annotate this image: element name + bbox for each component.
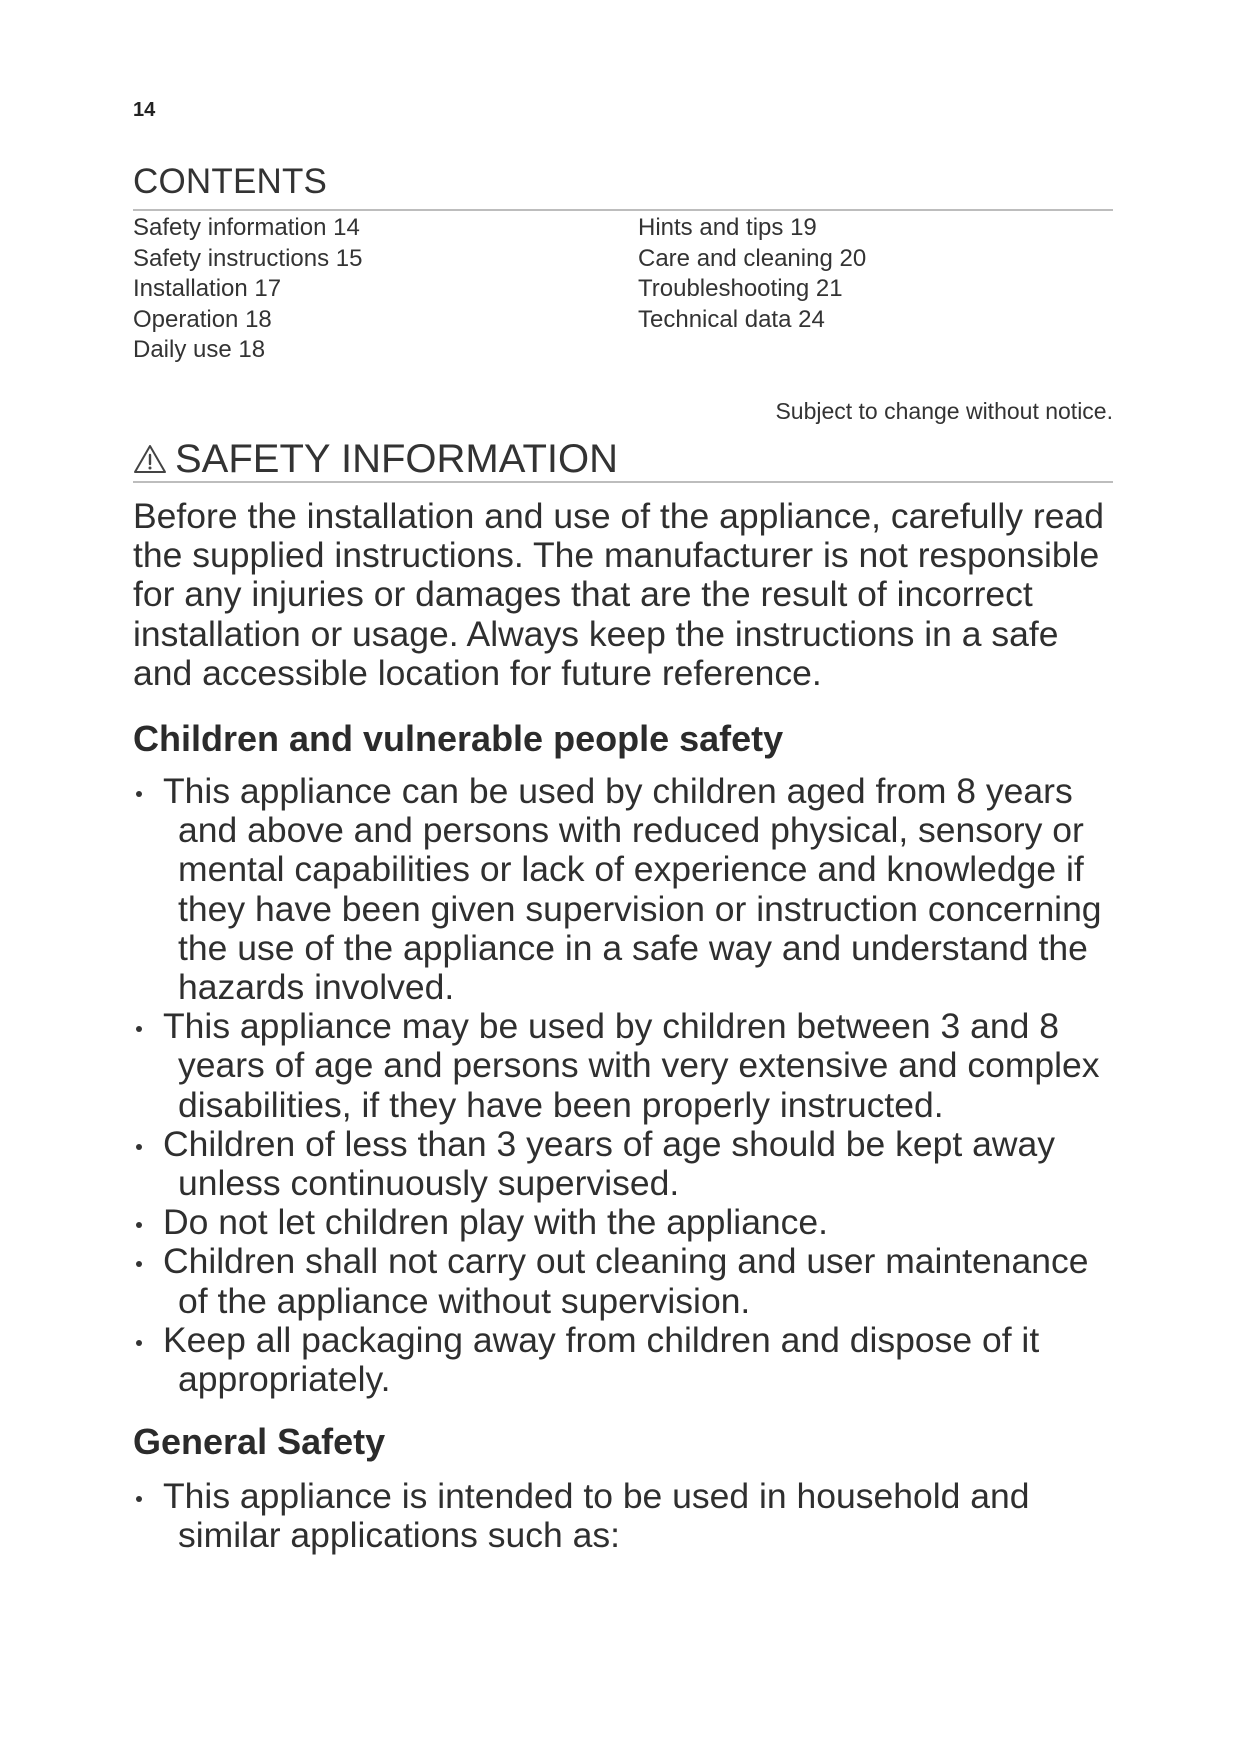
- contents-item: Installation 17: [133, 275, 282, 302]
- list-item: [133, 1007, 1123, 1125]
- contents-item: Safety information 14: [133, 214, 360, 241]
- contents-item: Operation 18: [133, 305, 272, 333]
- safety-information-heading: [133, 436, 618, 482]
- list-item-text: This appliance may be used by children between 3 and 8 years of age and persons with very extensive and complex disabilities, if they have been properly instructed.: [163, 1006, 1100, 1125]
- list-item: [133, 1321, 1123, 1399]
- warning-triangle-icon: [133, 444, 167, 474]
- list-item: [133, 1242, 1123, 1320]
- list-item-text: Children of less than 3 years of age should be kept away unless continuously supervised.: [163, 1123, 1055, 1204]
- list-item-text: This appliance can be used by children aged from 8 years and above and persons with reduced physical, sensory or mental capabilities or lack of experience and knowledge if they have been given supervision or instruction concerning the use of the appliance in a safe way and understand the hazards involved.: [163, 771, 1102, 1008]
- safety-intro-paragraph: Before the installation and use of the appliance, carefully read the supplied instructions. The manufacturer is not responsible for any injuries or damages that are the result of incorrect installation or usage. Always keep the instructions in a safe and accessible location for future reference.: [133, 496, 1104, 693]
- children-safety-list: [133, 772, 1123, 1399]
- list-item: [133, 1125, 1123, 1203]
- change-notice: Subject to change without notice.: [775, 398, 1113, 424]
- list-item: [133, 772, 1123, 1007]
- general-safety-list: [133, 1477, 1123, 1555]
- children-safety-heading: Children and vulnerable people safety: [133, 718, 784, 759]
- contents-list-right: [638, 213, 866, 335]
- list-item-text: Children shall not carry out cleaning and user maintenance of the appliance without supervision.: [163, 1241, 1089, 1321]
- safety-divider: [133, 481, 1113, 483]
- contents-item: Care and cleaning 20: [638, 244, 867, 272]
- contents-divider: [133, 209, 1113, 211]
- page-number: 14: [133, 99, 156, 121]
- contents-title: CONTENTS: [133, 162, 328, 201]
- contents-item: Troubleshooting 21: [638, 275, 843, 302]
- safety-information-title: SAFETY INFORMATION: [175, 437, 618, 481]
- contents-list-left: [133, 213, 362, 366]
- list-item-text: Keep all packaging away from children and dispose of it appropriately.: [163, 1319, 1040, 1400]
- contents-item: Daily use 18: [133, 336, 266, 363]
- contents-item: Hints and tips 19: [638, 214, 817, 241]
- list-item-text: Do not let children play with the appliance.: [163, 1202, 829, 1243]
- list-item: [133, 1203, 1123, 1242]
- list-item-text: This appliance is intended to be used in household and similar applications such as:: [163, 1476, 1030, 1556]
- contents-item: Safety instructions 15: [133, 244, 363, 272]
- contents-item: Technical data 24: [638, 305, 825, 333]
- list-item: [133, 1477, 1123, 1555]
- general-safety-heading: General Safety: [133, 1421, 386, 1462]
